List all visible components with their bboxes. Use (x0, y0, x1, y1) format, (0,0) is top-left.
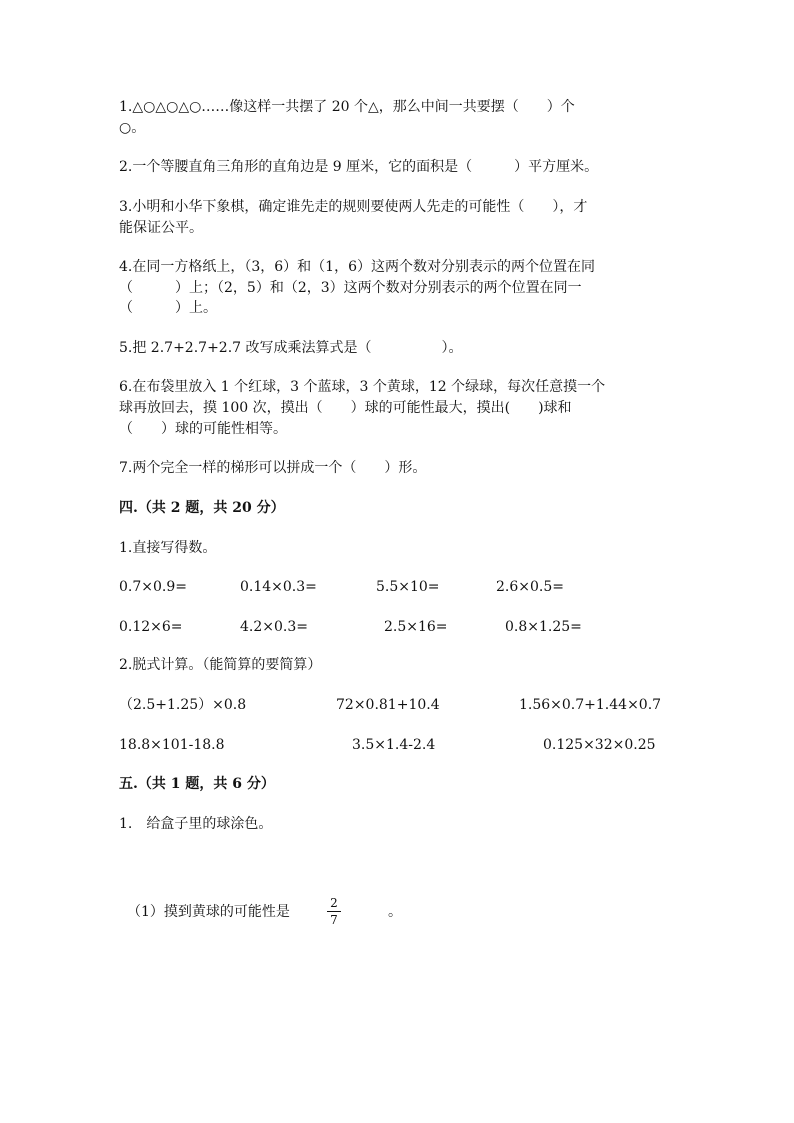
question-3-line-1: 3.小明和小华下象棋，确定谁先走的规则要使两人先走的可能性（ ），才 (119, 199, 588, 215)
expression-item: 3.5×1.4-2.4 (352, 737, 436, 753)
section-4-q2-title: 2.脱式计算。（能简算的要简算） (119, 657, 322, 673)
question-3-line-2: 能保证公平。 (119, 220, 203, 236)
question-4-line-3: （ ）上。 (119, 300, 217, 316)
question-4-line-2: （ ）上；（2，5）和（2，3）这两个数对分别表示的两个位置在同一 (119, 280, 582, 296)
question-4-line-1: 4.在同一方格纸上，（3，6）和（1，6）这两个数对分别表示的两个位置在同 (119, 259, 595, 275)
subquestion-1-text: （1）摸到黄球的可能性是 (127, 904, 290, 920)
expression-item: （2.5+1.25）×0.8 (119, 697, 247, 713)
section-4-heading: 四.（共 2 题，共 20 分） (119, 500, 285, 516)
question-2-line-1: 2.一个等腰直角三角形的直角边是 9 厘米，它的面积是（ ）平方厘米。 (119, 159, 599, 175)
calc-item: 0.12×6= (119, 619, 183, 635)
section-4-q1-title: 1.直接写得数。 (119, 540, 217, 556)
calc-item: 2.6×0.5= (496, 579, 564, 595)
expression-item: 72×0.81+10.4 (336, 697, 440, 713)
question-6-line-2: 球再放回去，摸 100 次，摸出（ ）球的可能性最大，摸出( )球和 (119, 400, 572, 416)
calc-item: 0.14×0.3= (240, 579, 317, 595)
expression-item: 1.56×0.7+1.44×0.7 (519, 697, 662, 713)
calc-item: 2.5×16= (384, 619, 448, 635)
expression-item: 18.8×101-18.8 (119, 737, 225, 753)
section-5-heading: 五.（共 1 题，共 6 分） (119, 776, 275, 792)
subquestion-1-end: 。 (388, 904, 402, 920)
probability-fraction (327, 896, 341, 927)
question-1-line-1: 1.△○△○△○……像这样一共摆了 20 个△，那么中间一共要摆（ ）个 (119, 99, 575, 115)
question-5-line-1: 5.把 2.7+2.7+2.7 改写成乘法算式是（ ）。 (119, 340, 463, 356)
calc-item: 5.5×10= (376, 579, 440, 595)
question-1-line-2: ○。 (119, 120, 146, 136)
fraction-numerator: 2 (327, 896, 341, 912)
calc-item: 4.2×0.3= (240, 619, 308, 635)
expression-item: 0.125×32×0.25 (543, 737, 656, 753)
calc-item: 0.7×0.9= (119, 579, 187, 595)
fraction-denominator: 7 (330, 913, 338, 927)
calc-item: 0.8×1.25= (505, 619, 582, 635)
section-5-q1-title: 1. 给盒子里的球涂色。 (119, 816, 273, 832)
question-6-line-3: （ ）球的可能性相等。 (119, 421, 287, 437)
question-6-line-1: 6.在布袋里放入 1 个红球，3 个蓝球，3 个黄球，12 个绿球，每次任意摸一个 (119, 379, 606, 395)
question-7-line-1: 7.两个完全一样的梯形可以拼成一个（ ）形。 (119, 460, 427, 476)
